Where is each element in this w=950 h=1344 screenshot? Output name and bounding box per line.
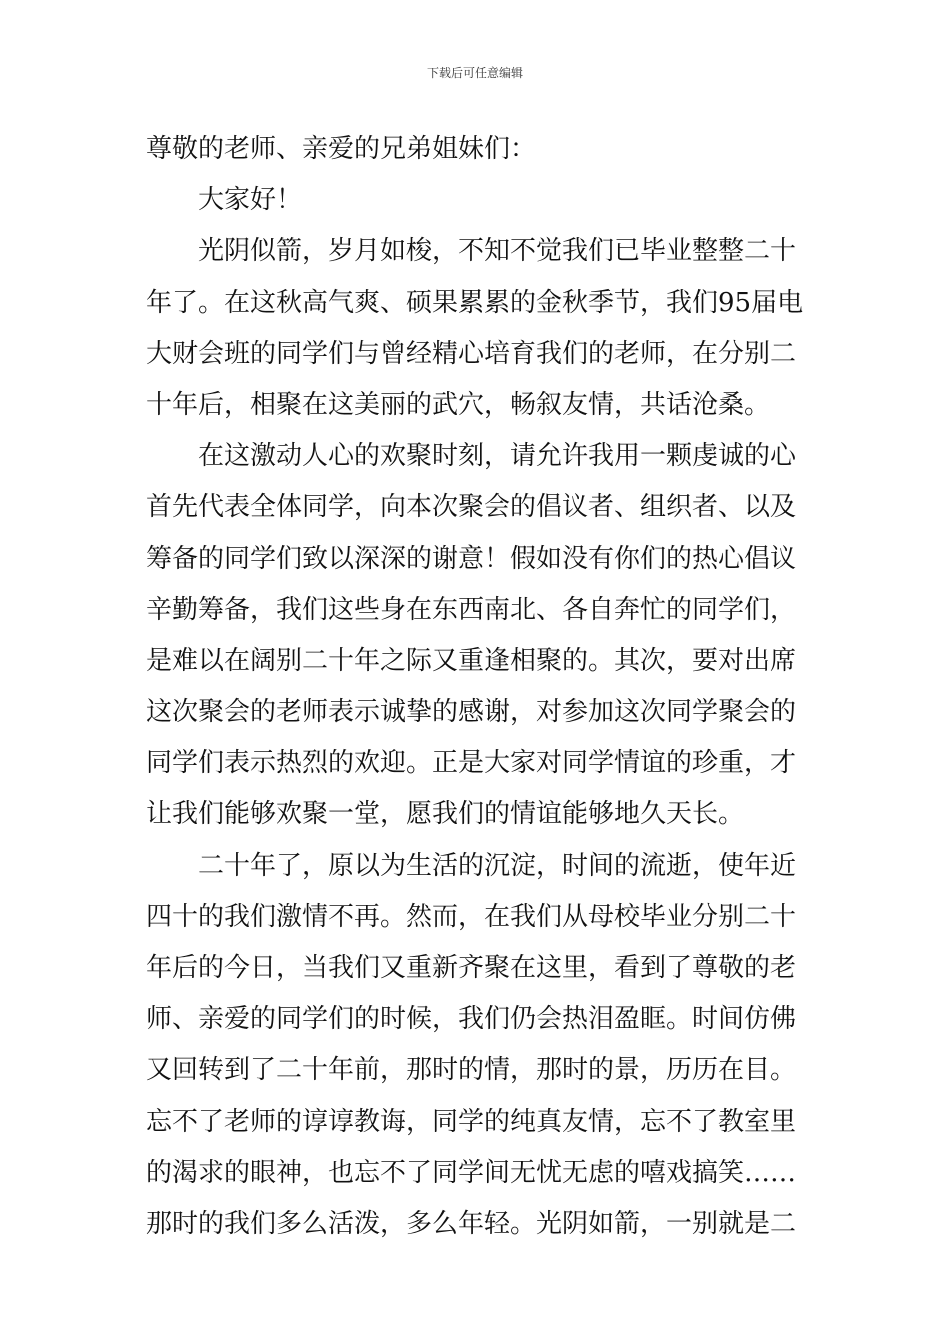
text-line: 忘不了老师的谆谆教诲，同学的纯真友情，忘不了教室里 [146,1106,797,1137]
text-line: 那时的我们多么活泼，多么年轻。光阴如箭，一别就是二 [146,1208,797,1239]
text-line: 是难以在阔别二十年之际又重逢相聚的。其次，要对出席 [146,645,797,676]
text-line: 十年后，相聚在这美丽的武穴，畅叙友情，共话沧桑。 [146,389,771,420]
text-line: 让我们能够欢聚一堂，愿我们的情谊能够地久天长。 [146,799,745,830]
document-body [146,124,808,1250]
text-line: 首先代表全体同学，向本次聚会的倡议者、组织者、以及 [146,492,797,523]
text-line: 在这激动人心的欢聚时刻，请允许我用一颗虔诚的心 [198,441,797,472]
text-line: 光阴似箭，岁月如梭，不知不觉我们已毕业整整二十 [198,236,797,267]
text-line: 师、亲爱的同学们的时候，我们仍会热泪盈眶。时间仿佛 [146,1004,797,1035]
text-line: 年后的今日，当我们又重新齐聚在这里，看到了尊敬的老 [146,953,797,983]
text-line: 大家好！ [198,185,303,216]
text-line: 四十的我们激情不再。然而，在我们从母校毕业分别二十 [146,901,797,932]
text-line: 辛勤筹备，我们这些身在东西南北、各自奔忙的同学们， [146,594,797,625]
text-line: 大财会班的同学们与曾经精心培育我们的老师，在分别二 [146,338,797,369]
text-line: 同学们表示热烈的欢迎。正是大家对同学情谊的珍重，才 [146,748,797,779]
page-header: 下载后可任意编辑 [426,66,523,80]
text-line: 的渴求的眼神，也忘不了同学间无忧无虑的嘻戏搞笑…… [146,1157,797,1188]
text-line: 这次聚会的老师表示诚挚的感谢，对参加这次同学聚会的 [146,697,797,728]
text-line: 二十年了，原以为生活的沉淀，时间的流逝，使年近 [198,850,797,881]
text-line: 尊敬的老师、亲爱的兄弟姐妹们： [146,134,537,164]
text-line: 筹备的同学们致以深深的谢意！假如没有你们的热心倡议 [146,543,797,574]
text-line: 又回转到了二十年前，那时的情，那时的景，历历在目。 [146,1055,797,1086]
text-line: 年了。在这秋高气爽、硕果累累的金秋季节，我们95届电 [146,287,804,318]
